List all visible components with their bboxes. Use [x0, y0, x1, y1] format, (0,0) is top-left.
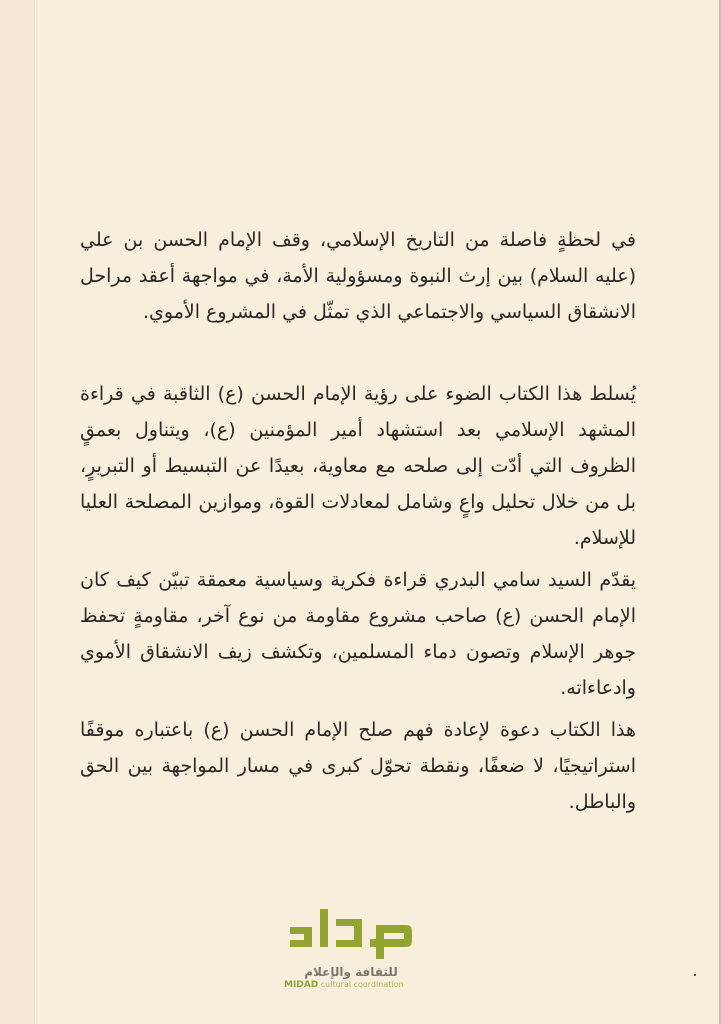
publisher-tagline: cultural coordination	[320, 980, 404, 989]
publisher-brand: MIDAD	[284, 980, 319, 990]
blurb-paragraph-3: يقدّم السيد سامي البدري قراءة فكرية وسياسية معمقة تبيّن كيف كان الإمام الحسن (ع) صاحب مشروع مقاومة من نوع آخر، مقاومةٍ تحفظ جوهر الإسلام وتصون دماء المسلمين، وتكشف زيف الانشقاق الأموي وادعاءاته.	[80, 569, 636, 699]
print-speck	[694, 974, 696, 976]
publisher-arabic-name: للثقافة والإعلام	[304, 965, 398, 979]
blurb-paragraph-2: يُسلط هذا الكتاب الضوء على رؤية الإمام الحسن (ع) الثاقبة في قراءة المشهد الإسلامي بعد استشهاد أمير المؤمنين (ع)، ويتناول بعمقٍ الظروف التي أدّت إلى صلحه مع معاوية، بعيدًا عن التبسيط أو التبريرٍ، بل من خلال تحليل واعٍ وشامل لمعادلات القوة، وموازين المصلحة العليا للإسلام.	[80, 383, 636, 549]
blurb-paragraph-4: هذا الكتاب دعوة لإعادة فهم صلح الإمام الحسن (ع) باعتباره موقفًا استراتيجيًا، لا ضعفًا، ونقطة تحوّل كبرى في مسار المواجهة بين الحق والباطل.	[80, 719, 636, 813]
spine-strip	[0, 0, 34, 1024]
publisher-logo	[284, 905, 424, 990]
midad-logo-icon	[286, 905, 416, 961]
blurb-paragraph-1: في لحظةٍ فاصلة من التاريخ الإسلامي، وقف الإمام الحسن بن علي (عليه السلام) بين إرث النبوة ومسؤولية الأمة، في مواجهة أعقد مراحل الانشقاق السياسي والاجتماعي الذي تمثّل في المشروع الأموي.	[80, 229, 636, 323]
publisher-latin-name	[284, 980, 424, 990]
